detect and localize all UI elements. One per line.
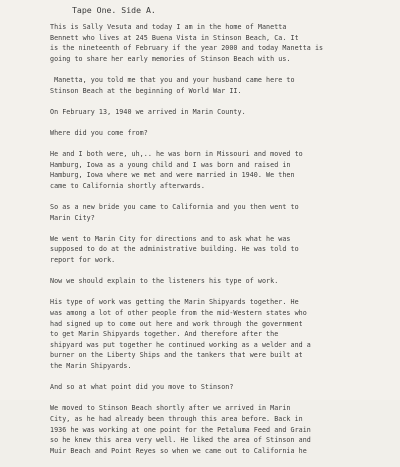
- transcript-paragraph: [50, 382, 400, 393]
- transcript-line: Hamburg, Iowa where we met and were married in 1940. We then: [50, 171, 295, 180]
- transcript-line: Muir Beach and Point Reyes so when we came out to California he: [50, 446, 307, 455]
- transcript-line: had signed up to come out here and work through the government: [50, 319, 303, 328]
- transcript-line: is the nineteenth of February if the year 2000 and today Manetta is: [50, 44, 324, 53]
- transcript-line: Where did you come from?: [50, 128, 148, 137]
- transcript-line: He and I both were, uh,.. he was born in Missouri and moved to: [50, 150, 303, 159]
- transcript-line: And so at what point did you move to Stinson?: [50, 383, 234, 392]
- transcript-paragraph: [50, 234, 400, 266]
- transcript-line: came to California shortly afterwards.: [50, 181, 205, 190]
- transcript-line: report for work.: [50, 256, 116, 265]
- transcript-paragraph: [50, 22, 400, 64]
- transcript-line: Marin City?: [50, 213, 95, 222]
- transcript-line: so he knew this area very well. He liked the area of Stinson and: [50, 436, 311, 445]
- transcript-paragraph: [50, 276, 400, 287]
- transcript-line: going to share her early memories of Stinson Beach with us.: [50, 54, 291, 63]
- transcript-body: [50, 22, 400, 467]
- transcript-line: supposed to do at the administrative building. He was told to: [50, 245, 299, 254]
- transcript-line: shipyard was put together he continued working as a welder and a: [50, 340, 311, 349]
- transcript-line: to get Marin Shipyards together. And therefore after the: [50, 330, 279, 339]
- transcript-line: We went to Marin City for directions and to ask what he was: [50, 234, 291, 243]
- transcript-line: So as a new bride you came to California and you then went to: [50, 203, 299, 212]
- transcript-line: was among a lot of other people from the mid-Western states who: [50, 309, 307, 318]
- transcript-paragraph: [50, 107, 400, 118]
- transcript-line: We moved to Stinson Beach shortly after we arrived in Marin: [50, 404, 291, 413]
- transcript-paragraph: [50, 128, 400, 139]
- transcript-line: On February 13, 1940 we arrived in Marin County.: [50, 107, 246, 116]
- transcript-line: Hamburg, Iowa as a young child and I was born and raised in: [50, 160, 291, 169]
- tape-header: Tape One. Side A.: [72, 5, 156, 15]
- transcript-line: This is Sally Vesuta and today I am in the home of Manetta: [50, 23, 287, 31]
- transcript-paragraph: [50, 202, 400, 223]
- transcript-line: Stinson Beach at the beginning of World War II.: [50, 86, 242, 95]
- transcript-paragraph: [50, 403, 400, 456]
- transcript-line: Bennett who lives at 245 Buena Vista in Stinson Beach, Ca. It: [50, 33, 299, 42]
- transcript-line: Now we should explain to the listeners his type of work.: [50, 277, 279, 286]
- transcript-line: the Marin Shipyards.: [50, 362, 132, 370]
- transcript-paragraph: [50, 297, 400, 371]
- transcript-paragraph: [50, 75, 400, 96]
- transcript-line: burner on the Liberty Ships and the tankers that were built at: [50, 351, 303, 360]
- transcript-paragraph: [50, 149, 400, 191]
- transcript-line: Manetta, you told me that you and your husband came here to: [50, 75, 295, 84]
- transcript-line: City, as he had already been through this area before. Back in: [50, 414, 303, 423]
- transcript-line: His type of work was getting the Marin Shipyards together. He: [50, 298, 299, 307]
- transcript-line: 1936 he was working at one point for the Petaluma Feed and Grain: [50, 425, 311, 434]
